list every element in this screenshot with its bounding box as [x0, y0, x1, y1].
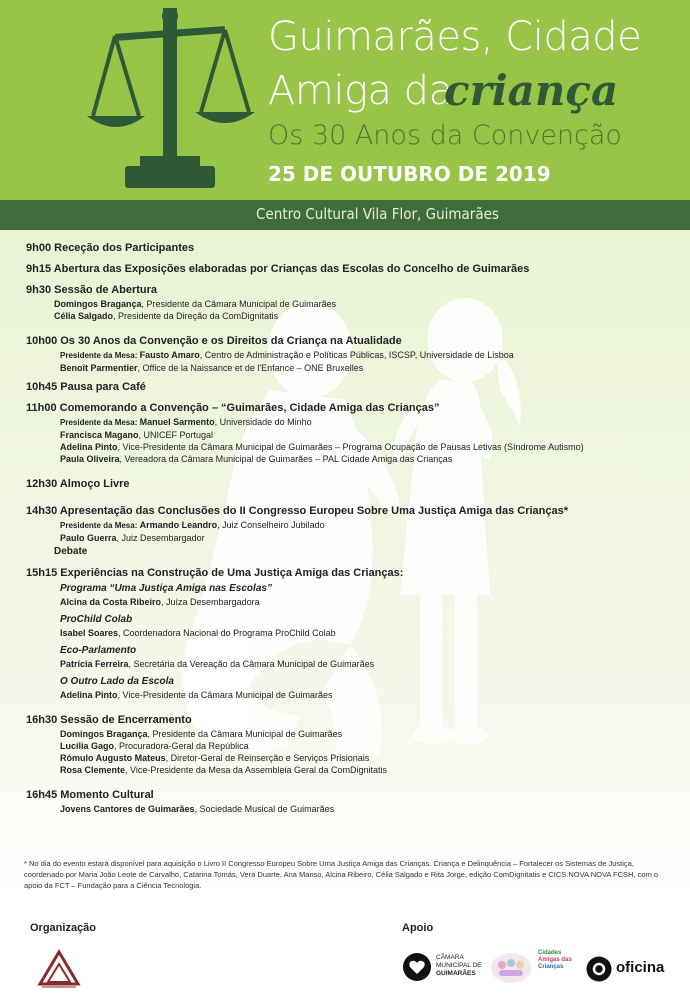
schedule-item-title: 16h45 Momento Cultural	[26, 789, 154, 801]
speaker-role: , Centro de Administração e Políticas Públicas, ISCSP, Universidade de Lisboa	[199, 350, 514, 360]
speaker	[54, 740, 666, 752]
speaker-role: , Procuradora-Geral da República	[114, 741, 249, 751]
speaker-role: , Sociedade Musical de Guimarães	[194, 804, 335, 814]
speaker	[54, 752, 666, 764]
speaker-name: Lucília Gago	[60, 741, 115, 751]
moderator-label: Presidente da Mesa:	[60, 521, 140, 530]
moderator	[54, 519, 666, 532]
cidades-line-2: Amigas das	[538, 957, 572, 963]
speaker-name: Rosa Clemente	[60, 765, 126, 775]
cidades-line-1: Cidades	[538, 950, 562, 956]
schedule-item-title: 16h30 Sessão de Encerramento	[26, 714, 192, 726]
speaker	[54, 298, 666, 310]
event-date: 25 DE OUTUBRO DE 2019	[268, 162, 551, 186]
program-schedule	[26, 240, 666, 820]
speaker-list	[26, 728, 666, 776]
title-crianca: criança	[444, 66, 619, 115]
schedule-item-title: 9h15 Abertura das Exposições elaboradas por Crianças das Escolas do Concelho de Guimarães	[26, 263, 530, 275]
scales-of-justice-icon	[85, 6, 255, 196]
schedule-item	[26, 240, 666, 256]
speaker-role: , UNICEF Portugal	[138, 430, 214, 440]
speaker	[54, 803, 666, 815]
speaker-role: , Presidente da Câmara Municipal de Guimarães	[147, 729, 343, 739]
speaker-name: Paulo Guerra	[60, 533, 117, 543]
speaker-name: Patrícia Ferreira	[60, 659, 129, 669]
moderator-label: Presidente da Mesa:	[60, 351, 140, 360]
title-line-1: Guimarães, Cidade	[268, 14, 642, 60]
comdignitatis-logo	[36, 946, 82, 990]
schedule-item	[26, 400, 666, 465]
schedule-item-title: 12h30 Almoço Livre	[26, 478, 130, 490]
venue-bar	[0, 200, 690, 230]
speaker	[54, 453, 666, 465]
footnote: * No dia do evento estará disponível para aquisição o Livro II Congresso Europeu Sobre Uma Justiça Amiga das Crianças. Criança e Delinquência – Fortalecer os Sistemas de Justiça, coordenado por Maria João Leote de Carvalho, Catarina Tomás, Vera Duarte, Ana Manso, Alcina Ribeiro, Célia Salgado e Rita Jorge, edição ComDignitatis e CICS.NOVA NOVA FCSH, com o apoio da FCT – Fundação para a Ciência Tecnologia.	[24, 859, 659, 890]
speaker	[54, 532, 666, 544]
speaker	[54, 764, 666, 776]
speaker-role: , Juiz Conselheiro Jubilado	[217, 520, 325, 530]
speaker-role: , Presidente da Direção da ComDignitatis	[113, 311, 279, 321]
speaker-name: Benoît Parmentier	[60, 363, 138, 373]
speaker-name: Adelina Pinto	[60, 442, 118, 452]
schedule-item	[26, 712, 666, 776]
oficina-logo	[586, 956, 676, 982]
speaker	[54, 728, 666, 740]
schedule-item-title: 10h45 Pausa para Café	[26, 381, 146, 393]
subtitle: Os 30 Anos da Convenção	[268, 120, 622, 151]
header-banner	[0, 0, 690, 200]
camara-line-1: CÂMARA	[436, 954, 464, 961]
camara-guimaraes-logo	[402, 952, 486, 982]
speaker-role: , Universidade do Minho	[214, 417, 312, 427]
children-drawing-logo	[490, 952, 532, 984]
speaker-list	[26, 416, 666, 465]
moderator	[54, 349, 666, 362]
speaker-name: Rómulo Augusto Mateus	[60, 753, 166, 763]
speaker-list	[26, 658, 666, 670]
moderator-label: Presidente da Mesa:	[60, 418, 140, 427]
speaker-list	[26, 519, 666, 560]
schedule-item-title: 10h00 Os 30 Anos da Convenção e os Direitos da Criança na Atualidade	[26, 335, 402, 347]
venue-text: Centro Cultural Vila Flor, Guimarães	[256, 205, 499, 223]
speaker-name: Célia Salgado	[54, 311, 114, 321]
schedule-item	[26, 787, 666, 815]
schedule-item	[26, 565, 666, 701]
schedule-item	[26, 503, 666, 560]
speaker-list	[26, 627, 666, 639]
speaker	[54, 441, 666, 453]
speaker-role: , Office de la Naissance et de l'Enfance – ONE Bruxelles	[137, 363, 364, 373]
cidades-amigas-logo	[538, 950, 582, 984]
speaker	[54, 689, 666, 701]
speaker-list	[26, 349, 666, 374]
speaker	[54, 596, 666, 608]
speaker-name: Domingos Bragança	[54, 299, 142, 309]
speaker-name: Armando Leandro	[139, 520, 218, 530]
session-subtitle: O Outro Lado da Escola	[60, 676, 174, 687]
speaker-list	[26, 803, 666, 815]
oficina-circle-icon	[586, 956, 612, 982]
schedule-item-title: 11h00 Comemorando a Convenção – “Guimarães, Cidade Amiga das Crianças”	[26, 402, 440, 414]
speaker-role: , Vice-Presidente da Mesa da Assembleia Geral da ComDignitatis	[125, 765, 387, 775]
session-subtitle: Eco-Parlamento	[60, 645, 137, 656]
speaker-name: Jovens Cantores de Guimarães	[60, 804, 195, 814]
speaker-list	[26, 596, 666, 608]
speaker-name: Isabel Soares	[60, 628, 119, 638]
guimaraes-heart-icon	[402, 952, 432, 982]
session-subtitle: ProChild Colab	[60, 614, 133, 625]
speaker-role: , Juíza Desembargadora	[161, 597, 260, 607]
organizacao-label: Organização	[30, 922, 97, 934]
speaker-role: , Juiz Desembargador	[116, 533, 205, 543]
speaker-name: Manuel Sarmento	[139, 417, 215, 427]
speaker-list	[26, 298, 666, 322]
speaker-role: , Coordenadora Nacional do Programa ProChild Colab	[118, 628, 336, 638]
apoio-label: Apoio	[402, 922, 434, 934]
session-subtitle: Programa “Uma Justiça Amiga nas Escolas”	[60, 583, 272, 594]
camara-line-3: GUIMARÃES	[436, 970, 476, 977]
schedule-item-title: 15h15 Experiências na Construção de Uma Justiça Amiga das Crianças:	[26, 567, 404, 579]
speaker-name: Alcina da Costa Ribeiro	[60, 597, 162, 607]
speaker-role: , Vereadora da Câmara Municipal de Guimarães – PAL Cidade Amiga das Crianças	[119, 454, 453, 464]
oficina-wordmark: oficina	[616, 959, 665, 976]
moderator	[54, 416, 666, 429]
schedule-item-title: 14h30 Apresentação das Conclusões do II Congresso Europeu Sobre Uma Justiça Amiga das Crianças*	[26, 505, 569, 517]
debate-label: Debate	[54, 546, 88, 557]
speaker-name: Francisca Magano	[60, 430, 139, 440]
schedule-item	[26, 379, 666, 395]
schedule-item	[26, 261, 666, 277]
cidades-line-3: Crianças	[538, 964, 564, 970]
speaker	[54, 362, 666, 374]
speaker-role: , Secretária da Vereação da Câmara Municipal de Guimarães	[128, 659, 375, 669]
schedule-item	[26, 476, 666, 492]
title-line-2a: Amiga da	[268, 68, 453, 114]
speaker	[54, 627, 666, 639]
speaker	[54, 658, 666, 670]
speaker	[54, 310, 666, 322]
speaker-name: Fausto Amaro	[139, 350, 200, 360]
speaker-name: Domingos Bragança	[60, 729, 148, 739]
speaker-name: Paula Oliveira	[60, 454, 120, 464]
speaker-role: , Vice-Presidente da Câmara Municipal de Guimarães – Programa Ocupação de Pausas Letivas (Síndrome Autismo)	[117, 442, 584, 452]
schedule-item	[26, 282, 666, 322]
schedule-item-title: 9h00 Receção dos Participantes	[26, 242, 195, 254]
speaker-list	[26, 689, 666, 701]
speaker-role: , Presidente da Câmara Municipal de Guimarães	[141, 299, 337, 309]
schedule-item	[26, 333, 666, 374]
speaker-role: , Diretor-Geral de Reinserção e Serviços Prisionais	[165, 753, 370, 763]
schedule-item-title: 9h30 Sessão de Abertura	[26, 284, 158, 296]
speaker-name: Adelina Pinto	[60, 690, 118, 700]
camara-line-2: MUNICIPAL DE	[436, 962, 482, 969]
speaker-role: , Vice-Presidente da Câmara Municipal de Guimarães	[117, 690, 333, 700]
speaker	[54, 429, 666, 441]
